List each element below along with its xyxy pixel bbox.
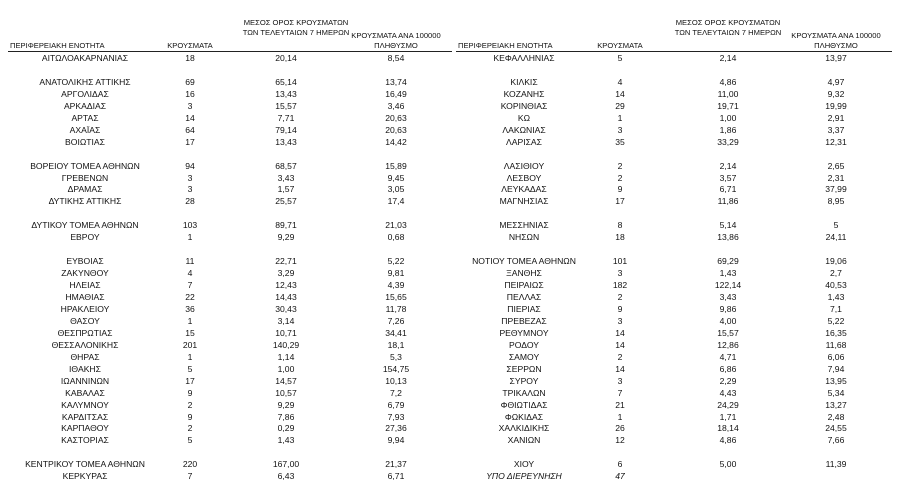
cell-avg7: 3,43 (719, 292, 737, 302)
cell-cases: 2 (617, 172, 623, 183)
cell-region: ΝΗΣΩΝ (508, 232, 540, 243)
table-row (0, 328, 900, 339)
table-row (0, 184, 900, 195)
cell-avg7: 1,57 (277, 184, 295, 195)
cell-avg7: 11,00 (717, 88, 739, 99)
cell-cases: 18 (185, 53, 195, 63)
table-row (0, 77, 900, 88)
cell-avg7: 5,00 (719, 459, 737, 470)
cell-cases: 1 (617, 411, 623, 422)
cell-avg7: 4,00 (719, 315, 737, 326)
cell-avg7: 19,71 (717, 100, 739, 111)
cell-avg7: 89,71 (275, 220, 297, 231)
cell-per100k: 13,27 (825, 399, 847, 410)
cell-per100k: 9,32 (827, 88, 845, 99)
cell-region: ΒΟΡΕΙΟΥ ΤΟΜΕΑ ΑΘΗΝΩΝ (30, 160, 140, 171)
cell-region: ΛΕΣΒΟΥ (506, 172, 542, 183)
cell-per100k: 15,65 (385, 292, 407, 302)
cell-region: ΚΑΛΥΜΝΟΥ (61, 399, 109, 410)
cell-cases: 4 (187, 268, 193, 279)
cell-avg7: 13,43 (275, 88, 297, 99)
cell-per100k: 2,7 (830, 268, 842, 279)
cell-cases: 6 (617, 459, 623, 470)
cell-region: ΚΑΡΔΙΤΣΑΣ (61, 411, 109, 422)
cell-cases: 26 (615, 423, 625, 434)
cell-avg7: 68,57 (275, 160, 297, 171)
cell-cases: 2 (187, 423, 193, 434)
cell-avg7: 12,43 (275, 280, 297, 291)
cell-cases: 7 (187, 280, 193, 291)
table-row (0, 232, 900, 243)
cell-avg7: 122,14 (714, 280, 742, 291)
cell-avg7: 4,71 (719, 351, 737, 362)
cell-avg7: 1,43 (719, 268, 737, 279)
cell-per100k: 0,68 (387, 232, 405, 243)
cell-avg7: 11,86 (717, 196, 739, 207)
cell-cases: 7 (617, 387, 623, 398)
table-row (0, 53, 900, 64)
cell-avg7: 3,57 (719, 172, 737, 183)
cell-per100k: 24,11 (825, 232, 847, 243)
cell-avg7: 13,43 (275, 136, 297, 147)
cell-avg7: 18,14 (717, 423, 739, 434)
cell-cases: 3 (187, 100, 193, 111)
cell-per100k: 6,06 (827, 351, 845, 362)
cell-region: ΛΑΡΙΣΑΣ (506, 136, 542, 147)
cell-per100k: 2,65 (827, 160, 845, 171)
cell-cases: 1 (187, 315, 193, 326)
cell-avg7: 3,43 (277, 172, 295, 183)
cell-avg7: 167,00 (272, 459, 300, 470)
cell-region: ΓΡΕΒΕΝΩΝ (61, 172, 109, 183)
cell-region: ΚΟΖΑΝΗΣ (503, 88, 545, 99)
table-row (0, 149, 900, 160)
cell-cases: 9 (187, 411, 193, 422)
cell-per100k: 3,05 (387, 184, 405, 195)
header-per100k-left: ΚΡΟΥΣΜΑΤΑ ΑΝΑ 100000 ΠΛΗΘΥΣΜΟ (351, 31, 441, 50)
cell-avg7: 7,86 (277, 411, 295, 422)
cell-region: ΑΡΓΟΛΙΔΑΣ (61, 88, 109, 99)
cell-avg7: 1,00 (277, 363, 295, 374)
cell-per100k: 7,2 (390, 387, 402, 398)
header-per100k-right: ΚΡΟΥΣΜΑΤΑ ΑΝΑ 100000 ΠΛΗΘΥΣΜΟ (791, 31, 881, 50)
cell-region: ΘΑΣΟΥ (70, 315, 100, 326)
cell-cases: 1 (617, 112, 623, 123)
cell-cases: 2 (617, 351, 623, 362)
cell-per100k: 11,39 (825, 459, 847, 470)
table-row (0, 352, 900, 363)
cell-per100k: 24,55 (825, 423, 847, 434)
cell-cases: 5 (187, 435, 193, 446)
cell-avg7: 2,29 (719, 375, 737, 386)
cell-per100k: 11,68 (825, 339, 847, 350)
table-row (0, 244, 900, 255)
cell-region: ΑΝΑΤΟΛΙΚΗΣ ΑΤΤΙΚΗΣ (39, 76, 131, 87)
cell-per100k: 3,37 (827, 124, 845, 135)
table-row (0, 316, 900, 327)
cell-region: ΑΡΚΑΔΙΑΣ (63, 100, 107, 111)
cell-cases: 101 (612, 256, 628, 267)
cell-cases: 17 (615, 196, 625, 207)
cell-region: ΗΜΑΘΙΑΣ (65, 292, 105, 302)
cell-avg7: 9,29 (277, 232, 295, 243)
cell-per100k: 7,26 (387, 315, 405, 326)
cell-avg7: 69,29 (717, 256, 739, 267)
header-rule-left (8, 51, 452, 52)
cell-cases: 14 (615, 339, 625, 350)
cell-per100k: 8,95 (827, 196, 845, 207)
cell-per100k: 14,42 (385, 136, 407, 147)
cell-region: ΚΙΛΚΙΣ (510, 76, 538, 87)
cell-per100k: 40,53 (825, 280, 847, 291)
cell-region: ΑΧΑΪΑΣ (69, 124, 101, 135)
cell-region: ΠΡΕΒΕΖΑΣ (501, 315, 547, 326)
table-row (0, 304, 900, 315)
cell-avg7: 2,14 (719, 160, 737, 171)
cell-avg7: 1,14 (277, 351, 295, 362)
table-row (0, 161, 900, 172)
cell-cases: 14 (185, 112, 195, 123)
cell-per100k: 20,63 (385, 112, 407, 123)
cell-region: ΦΩΚΙΔΑΣ (504, 411, 544, 422)
table-row (0, 400, 900, 411)
cell-per100k: 18,1 (387, 339, 405, 350)
table-row (0, 412, 900, 423)
cell-avg7: 14,57 (275, 375, 297, 386)
cell-cases: 182 (612, 280, 628, 291)
cell-per100k: 21,37 (385, 459, 407, 470)
cell-avg7: 6,43 (277, 471, 295, 482)
cell-cases: 14 (615, 363, 625, 374)
cell-region: ΘΕΣΣΑΛΟΝΙΚΗΣ (51, 339, 119, 350)
cell-avg7: 5,14 (719, 220, 737, 231)
cell-per100k: 13,95 (825, 375, 847, 386)
cell-region: ΘΕΣΠΡΩΤΙΑΣ (57, 327, 113, 338)
cell-avg7: 4,86 (719, 435, 737, 446)
table-row (0, 220, 900, 231)
cell-cases: 7 (187, 471, 193, 482)
cell-per100k: 21,03 (385, 220, 407, 231)
cell-region: ΗΛΕΙΑΣ (69, 280, 101, 291)
cell-cases: 35 (615, 136, 625, 147)
cell-per100k: 154,75 (382, 363, 410, 374)
table-row (0, 89, 900, 100)
cell-per100k: 9,81 (387, 268, 405, 279)
cell-cases: 220 (182, 459, 198, 470)
table-row (0, 113, 900, 124)
table-row (0, 256, 900, 267)
cell-region: ΣΥΡΟΥ (509, 375, 539, 386)
cell-per100k: 7,66 (827, 435, 845, 446)
cell-per100k: 2,48 (827, 411, 845, 422)
cell-region: ΧΑΛΚΙΔΙΚΗΣ (498, 423, 550, 434)
cell-region: ΚΑΡΠΑΘΟΥ (61, 423, 109, 434)
cell-cases: 64 (185, 124, 195, 135)
cell-region: ΚΟΡΙΝΘΙΑΣ (500, 100, 548, 111)
cell-cases: 9 (617, 303, 623, 314)
cell-region: ΚΩ (517, 112, 531, 123)
cell-region: ΠΕΙΡΑΙΩΣ (504, 280, 544, 291)
cell-per100k: 34,41 (385, 327, 407, 338)
cell-per100k: 15,89 (385, 160, 407, 171)
table-row (0, 280, 900, 291)
cell-avg7: 2,14 (719, 53, 737, 63)
cell-per100k: 16,49 (385, 88, 407, 99)
cell-cases: 47 (615, 471, 625, 482)
cell-avg7: 9,86 (719, 303, 737, 314)
cell-avg7: 1,71 (719, 411, 737, 422)
cell-per100k: 9,45 (387, 172, 405, 183)
cell-avg7: 1,00 (719, 112, 737, 123)
cell-cases: 3 (617, 268, 623, 279)
cell-region: ΚΕΡΚΥΡΑΣ (62, 471, 108, 482)
cell-per100k: 19,99 (825, 100, 847, 111)
cell-region: ΡΟΔΟΥ (509, 339, 539, 350)
cell-cases: 3 (187, 184, 193, 195)
cell-avg7: 9,29 (277, 399, 295, 410)
cell-per100k: 10,13 (385, 375, 407, 386)
table-row (0, 65, 900, 76)
cell-per100k: 7,1 (830, 303, 842, 314)
cell-cases: 2 (187, 399, 193, 410)
cell-avg7: 30,43 (275, 303, 297, 314)
table-row (0, 196, 900, 207)
cell-region: ΣΑΜΟΥ (508, 351, 540, 362)
cell-cases: 3 (617, 315, 623, 326)
cell-region: ΞΑΝΘΗΣ (506, 268, 542, 279)
cell-region: ΚΕΝΤΡΙΚΟΥ ΤΟΜΕΑ ΑΘΗΝΩΝ (25, 459, 145, 470)
cell-cases: 4 (617, 76, 623, 87)
cell-region: ΤΡΙΚΑΛΩΝ (502, 387, 546, 398)
cell-region: ΥΠΟ ΔΙΕΡΕΥΝΗΣΗ (486, 471, 562, 482)
cell-avg7: 140,29 (272, 339, 300, 350)
cell-region: ΚΑΒΑΛΑΣ (65, 387, 105, 398)
cell-per100k: 7,93 (387, 411, 405, 422)
cell-avg7: 65,14 (275, 76, 297, 87)
table-row (0, 471, 900, 482)
header-cases-left: ΚΡΟΥΣΜΑΤΑ (167, 41, 213, 50)
cell-per100k: 20,63 (385, 124, 407, 135)
cell-region: ΧΑΝΙΩΝ (507, 435, 541, 446)
cell-region: ΜΕΣΣΗΝΙΑΣ (499, 220, 549, 231)
cell-cases: 3 (187, 172, 193, 183)
cell-avg7: 7,71 (277, 112, 295, 123)
cell-per100k: 2,91 (827, 112, 845, 123)
cell-region: ΔΥΤΙΚΟΥ ΤΟΜΕΑ ΑΘΗΝΩΝ (31, 220, 139, 231)
cell-cases: 69 (185, 76, 195, 87)
cell-cases: 17 (185, 375, 195, 386)
table-row (0, 137, 900, 148)
cell-cases: 21 (615, 399, 625, 410)
table-row (0, 173, 900, 184)
header-region-left: ΠΕΡΙΦΕΡΕΙΑΚΗ ΕΝΟΤΗΤΑ (10, 41, 105, 50)
cell-cases: 29 (615, 100, 625, 111)
table-row (0, 208, 900, 219)
cell-cases: 14 (615, 88, 625, 99)
cell-per100k: 5,22 (387, 256, 405, 267)
cell-avg7: 79,14 (275, 124, 297, 135)
cell-region: ΔΥΤΙΚΗΣ ΑΤΤΙΚΗΣ (48, 196, 122, 207)
cell-per100k: 5 (833, 220, 839, 231)
cell-per100k: 8,54 (387, 53, 405, 63)
table-row (0, 364, 900, 375)
header-rule-right (456, 51, 892, 52)
cell-avg7: 15,57 (717, 327, 739, 338)
cell-cases: 11 (185, 256, 195, 267)
cell-cases: 9 (187, 387, 193, 398)
cell-region: ΛΕΥΚΑΔΑΣ (501, 184, 547, 195)
cell-region: ΑΙΤΩΛΟΑΚΑΡΝΑΝΙΑΣ (41, 53, 129, 63)
cell-avg7: 6,71 (719, 184, 737, 195)
cell-avg7: 4,43 (719, 387, 737, 398)
cell-avg7: 6,86 (719, 363, 737, 374)
cell-cases: 9 (617, 184, 623, 195)
cell-region: ΕΥΒΟΙΑΣ (66, 256, 104, 267)
table-row (0, 435, 900, 446)
cell-cases: 17 (185, 136, 195, 147)
cell-region: ΖΑΚΥΝΘΟΥ (61, 268, 109, 279)
cell-avg7: 10,57 (275, 387, 297, 398)
cell-cases: 1 (187, 232, 193, 243)
table-row (0, 268, 900, 279)
cell-cases: 36 (185, 303, 195, 314)
table-row (0, 388, 900, 399)
cell-avg7: 20,14 (275, 53, 297, 63)
cell-avg7: 33,29 (717, 136, 739, 147)
cell-per100k: 5,34 (827, 387, 845, 398)
cell-per100k: 1,43 (827, 292, 845, 302)
cell-avg7: 22,71 (275, 256, 297, 267)
cell-per100k: 7,94 (827, 363, 845, 374)
cell-cases: 8 (617, 220, 623, 231)
cell-region: ΣΕΡΡΩΝ (506, 363, 542, 374)
cell-avg7: 25,57 (275, 196, 297, 207)
cell-per100k: 5,22 (827, 315, 845, 326)
cell-avg7: 14,43 (275, 292, 297, 302)
table-row (0, 459, 900, 470)
cell-region: ΡΕΘΥΜΝΟΥ (499, 327, 549, 338)
cell-region: ΚΕΦΑΛΛΗΝΙΑΣ (493, 53, 555, 63)
cell-per100k: 27,36 (385, 423, 407, 434)
header-cases-right: ΚΡΟΥΣΜΑΤΑ (597, 41, 643, 50)
cell-region: ΜΑΓΝΗΣΙΑΣ (499, 196, 549, 207)
cell-cases: 28 (185, 196, 195, 207)
cell-per100k: 37,99 (825, 184, 847, 195)
cell-per100k: 12,31 (825, 136, 847, 147)
cell-avg7: 1,43 (277, 435, 295, 446)
cell-per100k: 6,79 (387, 399, 405, 410)
cell-cases: 2 (617, 292, 623, 302)
cell-cases: 12 (615, 435, 625, 446)
cell-cases: 201 (182, 339, 198, 350)
cell-avg7: 15,57 (275, 100, 297, 111)
cell-cases: 5 (187, 363, 193, 374)
cell-region: ΛΑΚΩΝΙΑΣ (502, 124, 546, 135)
header-avg7-left: ΜΕΣΟΣ ΟΡΟΣ ΚΡΟΥΣΜΑΤΩΝ ΤΩΝ ΤΕΛΕΥΤΑΙΩΝ 7 ΗΜΕΡΩΝ (242, 18, 350, 37)
cell-avg7: 3,29 (277, 268, 295, 279)
table-row (0, 340, 900, 351)
header-avg7-right: ΜΕΣΟΣ ΟΡΟΣ ΚΡΟΥΣΜΑΤΩΝ ΤΩΝ ΤΕΛΕΥΤΑΙΩΝ 7 ΗΜΕΡΩΝ (674, 18, 782, 37)
cell-avg7: 10,71 (275, 327, 297, 338)
cell-cases: 16 (185, 88, 195, 99)
cell-region: ΘΗΡΑΣ (70, 351, 100, 362)
cell-cases: 22 (185, 292, 195, 302)
table-row (0, 423, 900, 434)
cell-per100k: 13,97 (825, 53, 847, 63)
table-row (0, 447, 900, 458)
cell-cases: 3 (617, 375, 623, 386)
cell-region: ΠΙΕΡΙΑΣ (507, 303, 541, 314)
cell-region: ΑΡΤΑΣ (71, 112, 99, 123)
cell-cases: 103 (182, 220, 198, 231)
cell-per100k: 2,31 (827, 172, 845, 183)
cell-per100k: 4,97 (827, 76, 845, 87)
cell-avg7: 24,29 (717, 399, 739, 410)
cell-cases: 2 (617, 160, 623, 171)
cell-region: ΔΡΑΜΑΣ (67, 184, 103, 195)
cell-avg7: 0,29 (277, 423, 295, 434)
cell-per100k: 4,39 (387, 280, 405, 291)
cell-region: ΝΟΤΙΟΥ ΤΟΜΕΑ ΑΘΗΝΩΝ (472, 256, 576, 267)
cell-cases: 14 (615, 327, 625, 338)
cell-region: ΕΒΡΟΥ (70, 232, 100, 243)
cell-per100k: 5,3 (390, 351, 402, 362)
cell-cases: 5 (617, 53, 623, 63)
cell-cases: 15 (185, 327, 195, 338)
cell-cases: 3 (617, 124, 623, 135)
cell-avg7: 13,86 (717, 232, 739, 243)
table-row (0, 125, 900, 136)
cell-per100k: 16,35 (825, 327, 847, 338)
cell-per100k: 3,46 (387, 100, 405, 111)
cell-per100k: 17,4 (387, 196, 405, 207)
cell-region: ΧΙΟΥ (513, 459, 535, 470)
cell-avg7: 12,86 (717, 339, 739, 350)
cell-avg7: 3,14 (277, 315, 295, 326)
cell-region: ΚΑΣΤΟΡΙΑΣ (61, 435, 109, 446)
cell-region: ΙΩΑΝΝΙΝΩΝ (60, 375, 110, 386)
cell-region: ΗΡΑΚΛΕΙΟΥ (60, 303, 110, 314)
cell-per100k: 9,94 (387, 435, 405, 446)
cell-region: ΦΘΙΩΤΙΔΑΣ (500, 399, 548, 410)
cell-region: ΒΟΙΩΤΙΑΣ (65, 136, 105, 147)
cell-avg7: 1,86 (719, 124, 737, 135)
cell-region: ΛΑΣΙΘΙΟΥ (503, 160, 545, 171)
cell-per100k: 13,74 (385, 76, 407, 87)
cell-region: ΠΕΛΛΑΣ (506, 292, 542, 302)
cell-avg7: 4,86 (719, 76, 737, 87)
table-row (0, 292, 900, 303)
cell-cases: 1 (187, 351, 193, 362)
cell-cases: 94 (185, 160, 195, 171)
cell-per100k: 11,78 (385, 303, 407, 314)
cell-per100k: 6,71 (387, 471, 405, 482)
cell-region: ΙΘΑΚΗΣ (69, 363, 101, 374)
cell-per100k: 19,06 (825, 256, 847, 267)
table-row (0, 101, 900, 112)
table-row (0, 376, 900, 387)
header-region-right: ΠΕΡΙΦΕΡΕΙΑΚΗ ΕΝΟΤΗΤΑ (458, 41, 553, 50)
cell-cases: 18 (615, 232, 625, 243)
